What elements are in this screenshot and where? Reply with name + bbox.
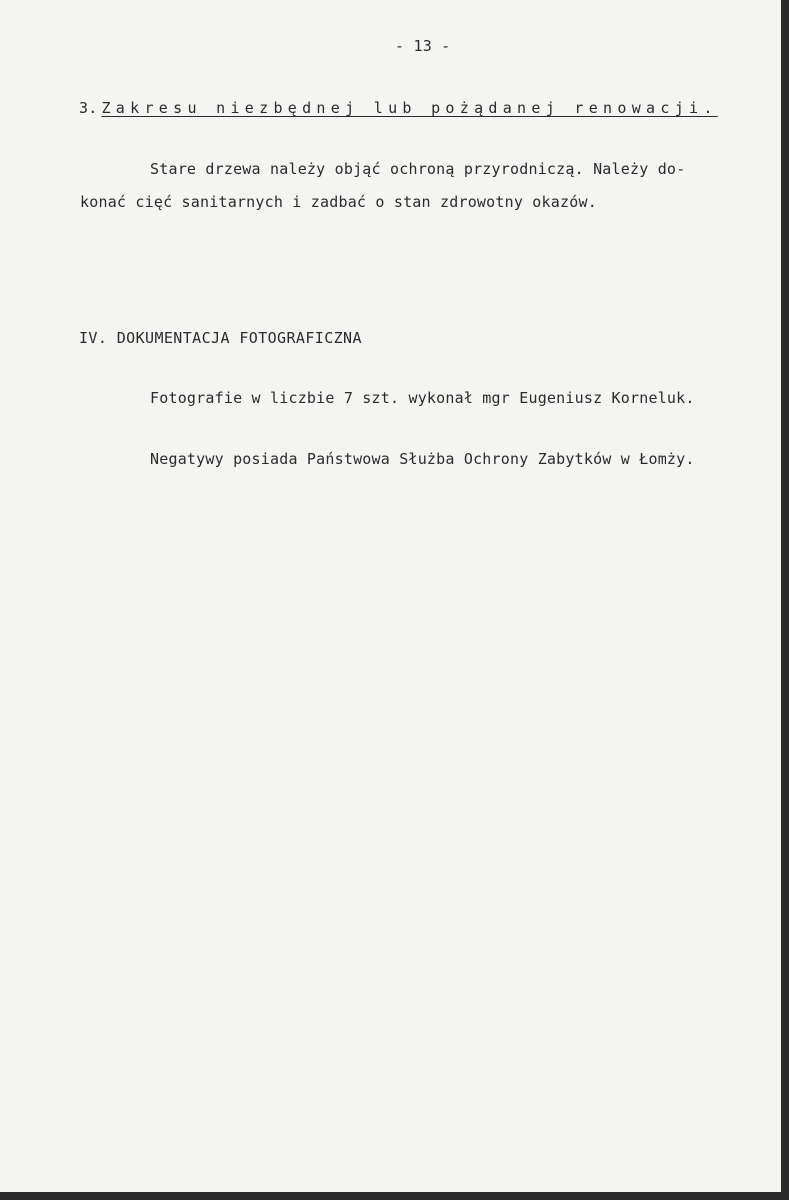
page-number: - 13 - (395, 37, 451, 55)
section-text-line-2: konać cięć sanitarnych i zadbać o stan zdrowotny okazów. (80, 193, 597, 211)
negatives-info-paragraph: Negatywy posiada Państwowa Służba Ochrony Zabytków w Łomży. (150, 450, 695, 468)
photo-info-paragraph: Fotografie w liczbie 7 szt. wykonał mgr Eugeniusz Korneluk. (150, 389, 695, 407)
chapter-heading: IV. DOKUMENTACJA FOTOGRAFICZNA (79, 329, 362, 347)
section-number: 3. (79, 99, 98, 117)
section-title: Zakresu niezbędnej lub pożądanej renowacji. (101, 99, 718, 117)
section-text-line-1: Stare drzewa należy objąć ochroną przyrodniczą. Należy do- (150, 160, 686, 178)
section-heading (79, 99, 718, 117)
